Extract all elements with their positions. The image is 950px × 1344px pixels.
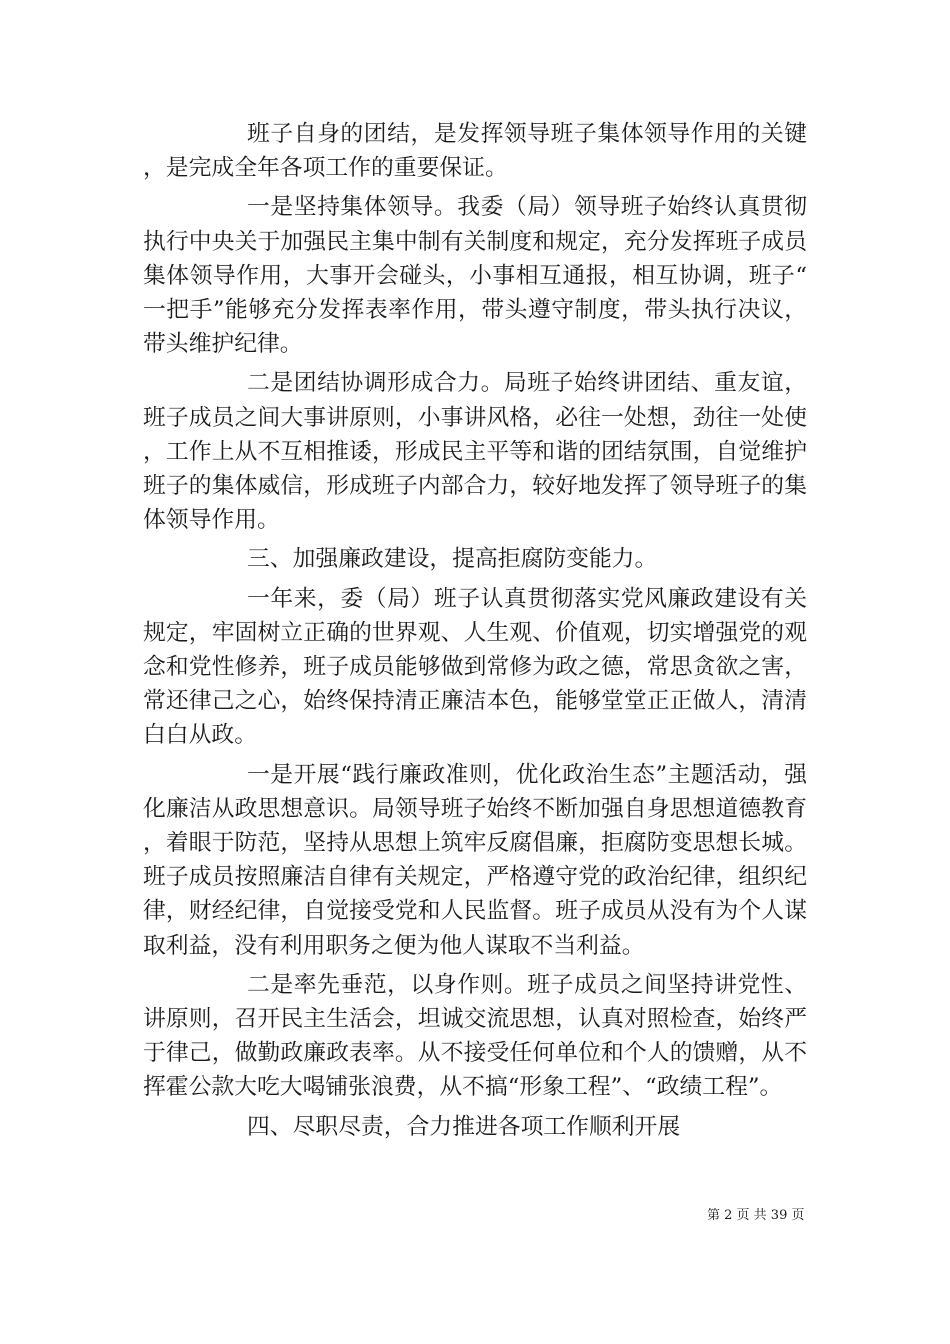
paragraph: 二是率先垂范，以身作则。班子成员之间坚持讲党性、讲原则，召开民主生活会，坦诚交流思想，认真对照检查，始终严于律己，做勤政廉政表率。从不接受任何单位和个人的馈赠，从不挥霍公款大吃大喝铺张浪费，从不搞“形象工程”、“政绩工程”。: [143, 971, 807, 1101]
paragraph: 一是坚持集体领导。我委（局）领导班子始终认真贯彻执行中央关于加强民主集中制有关制度和规定，充分发挥班子成员集体领导作用，大事开会碰头，小事相互通报，相互协调，班子“一把手”能够充分发挥表率作用，带头遵守制度，带头执行决议，带头维护纪律。: [143, 194, 807, 358]
paragraph: 一年来，委（局）班子认真贯彻落实党风廉政建设有关规定，牢固树立正确的世界观、人生观、价值观，切实增强党的观念和党性修养，班子成员能够做到常修为政之德，常思贪欲之害，常还律己之心，始终保持清正廉洁本色，能够堂堂正正做人，清清白白从政。: [143, 585, 807, 749]
body-text: [143, 117, 807, 1149]
section-heading: 四、尽职尽责，合力推进各项工作顺利开展: [247, 1113, 681, 1140]
paragraph: 二是团结协调形成合力。局班子始终讲团结、重友谊，班子成员之间大事讲原则，小事讲风格，必往一处想，劲往一处使，工作上从不互相推诿，形成民主平等和谐的团结氛围，自觉维护班子的集体威信，形成班子内部合力，较好地发挥了领导班子的集体领导作用。: [143, 370, 807, 534]
section-heading: 三、加强廉政建设，提高拒腐防变能力。: [247, 546, 658, 573]
page-number: 第 2 页 共 39 页: [707, 1208, 805, 1223]
paragraph: 班子自身的团结，是发挥领导班子集体领导作用的关键，是完成全年各项工作的重要保证。: [143, 121, 807, 182]
paragraph: 一是开展“践行廉政准则，优化政治生态”主题活动，强化廉洁从政思想意识。局领导班子始终不断加强自身思想道德教育，着眼于防范，坚持从思想上筑牢反腐倡廉，拒腐防变思想长城。班子成员按照廉洁自律有关规定，严格遵守党的政治纪律，组织纪律，财经纪律，自觉接受党和人民监督。班子成员从没有为个人谋取利益，没有利用职务之便为他人谋取不当利益。: [143, 761, 807, 959]
